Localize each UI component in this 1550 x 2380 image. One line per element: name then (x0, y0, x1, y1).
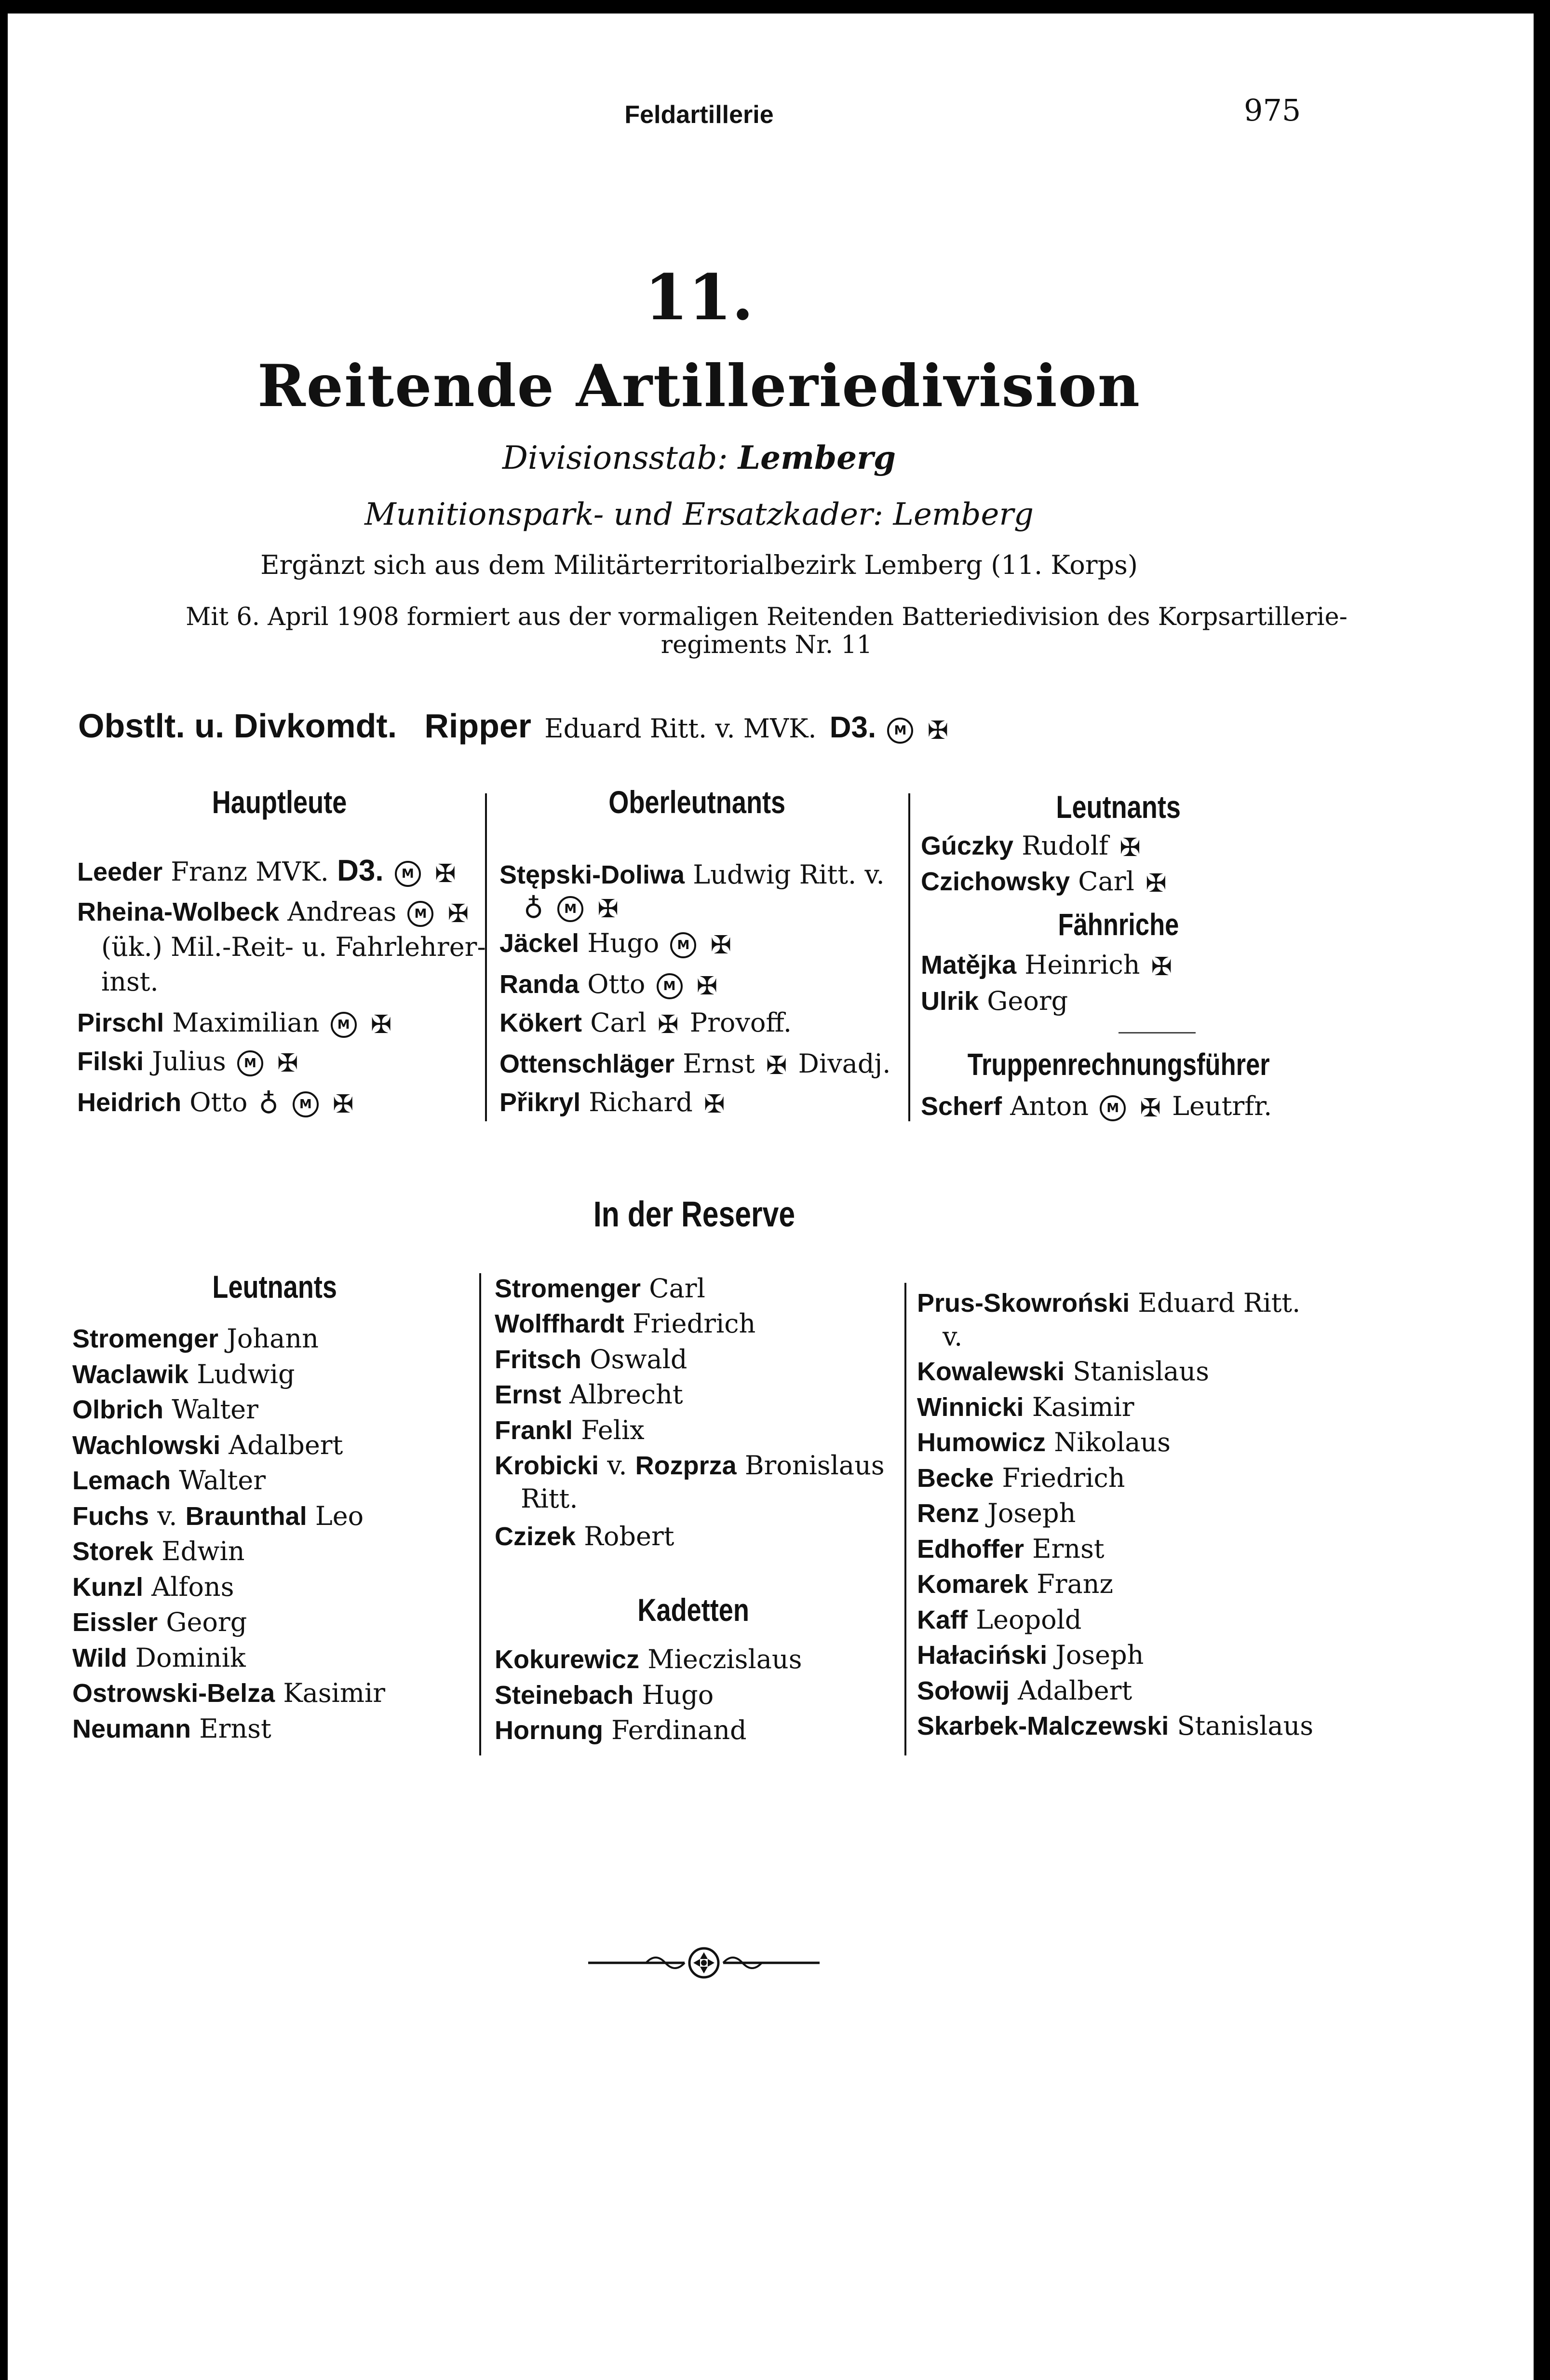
military-merit-medal-icon: M (395, 861, 421, 887)
kadetten-heading: Kadetten (637, 1592, 749, 1628)
list-item: Steinebach Hugo (495, 1680, 714, 1710)
list-item: Stromenger Johann (72, 1323, 319, 1354)
list-item: Wachlowski Adalbert (72, 1430, 343, 1460)
hauptleute-row-1: Leeder Franz MVK. D3. M ✠ (77, 854, 456, 888)
list-item: Ostrowski-Belza Kasimir (72, 1678, 386, 1708)
list-item: Wolffhardt Friedrich (495, 1308, 756, 1339)
list-item: Olbrich Walter (72, 1394, 258, 1425)
divisionsstab-line (145, 439, 1253, 476)
cross-icon: ✠ (332, 1090, 354, 1119)
column-rule-2 (908, 793, 910, 1121)
scan-border-right (1534, 0, 1550, 2380)
page-number: 975 (1244, 93, 1301, 128)
list-item: Frankl Felix (495, 1415, 645, 1445)
military-merit-medal-icon: M (557, 896, 583, 922)
military-merit-medal-icon: M (407, 901, 433, 927)
commander-line (78, 707, 951, 748)
military-merit-medal-icon: M (1100, 1095, 1126, 1121)
list-item: Soɫowij Adalbert (917, 1675, 1132, 1706)
column-divider-short (1119, 1032, 1196, 1034)
oberleutnants-row-2 (521, 890, 621, 925)
hauptleute-row-7: Heidrich Otto ♁ M ✠ (77, 1087, 354, 1120)
divisionsstab-place: Lemberg (738, 439, 896, 476)
cross-icon: ✠ (1146, 869, 1167, 898)
list-item: Krobicki v. Rozprza Bronislaus (495, 1450, 885, 1481)
leutnants-row-2: Czichowsky Carl ✠ (921, 866, 1167, 898)
military-merit-medal-icon: M (657, 973, 683, 999)
formiert-line-1: Mit 6. April 1908 formiert aus der vormaligen Reitenden Batteriedivision des Korpsartillerie- (186, 603, 1348, 631)
list-item: Fritsch Oswald (495, 1344, 687, 1374)
list-item: Eissler Georg (72, 1607, 247, 1637)
cross-icon: ✠ (710, 931, 732, 960)
reserve-column-rule-1 (479, 1273, 481, 1755)
divisionsstab-label: Divisionsstab: (502, 439, 728, 476)
leutnants-heading: Leutnants (1056, 789, 1181, 825)
list-item: Komarek Franz (917, 1569, 1113, 1599)
list-item: Winnicki Kasimir (917, 1392, 1134, 1422)
list-item: Wild Dominik (72, 1643, 246, 1673)
list-item: Kaff Leopold (917, 1605, 1082, 1635)
cross-icon: ✠ (1119, 833, 1141, 862)
cross-icon: ✠ (434, 859, 456, 888)
faehnriche-row-2: Ulrik Georg (921, 986, 1068, 1016)
reserve-leutnants-heading: Leutnants (212, 1269, 337, 1305)
jubilee-cross-icon: ♁ (258, 1088, 279, 1120)
faehnriche-heading: Fähnriche (1058, 907, 1179, 942)
list-item: Kokurewicz Mieczislaus (495, 1644, 802, 1674)
list-item: Hornung Ferdinand (495, 1715, 747, 1745)
running-title: Feldartillerie (624, 101, 774, 129)
military-merit-medal-icon: M (293, 1091, 319, 1117)
oberleutnants-row-1: Stępski-Doliwa Ludwig Ritt. v. (499, 859, 885, 890)
list-item: Edhoffer Ernst (917, 1534, 1105, 1564)
list-item: Stromenger Carl (495, 1273, 705, 1304)
list-item: Waclawik Ludwig (72, 1359, 295, 1389)
cross-icon: ✠ (1140, 1094, 1161, 1123)
section-title: Reitende Artilleriedivision (257, 352, 1141, 420)
oberleutnants-row-5: Kökert Carl ✠ Provoff. (499, 1007, 792, 1039)
ergaenzt-line: Ergänzt sich aus dem Militärterritorialbezirk Lemberg (11. Korps) (260, 550, 1138, 580)
munitionspark-line: Munitionspark- und Ersatzkader: Lemberg (364, 497, 1034, 532)
cross-icon: ✠ (597, 895, 619, 924)
military-merit-medal-icon: M (237, 1050, 263, 1076)
section-number: 11. (644, 260, 754, 334)
cross-icon: ✠ (277, 1049, 298, 1078)
list-item: Becke Friedrich (917, 1463, 1125, 1493)
oberleutnants-heading: Oberleutnants (608, 784, 786, 820)
list-item: Humowicz Nikolaus (917, 1427, 1171, 1457)
military-merit-medal-icon: M (670, 932, 696, 958)
list-item: Haɫaciński Joseph (917, 1640, 1144, 1670)
oberleutnants-row-7: Přikryl Richard ✠ (499, 1087, 725, 1119)
list-item: Kunzl Alfons (72, 1572, 234, 1602)
list-item: Czizek Robert (495, 1521, 674, 1551)
cross-icon: ✠ (927, 716, 949, 745)
list-item: Skarbek-Malczewski Stanislaus (917, 1711, 1314, 1741)
list-item: Kowalewski Stanislaus (917, 1356, 1209, 1387)
military-merit-medal-icon: M (887, 718, 913, 744)
commander-d3: D3. (829, 711, 876, 744)
faehnriche-row-1: Matějka Heinrich ✠ (921, 950, 1173, 981)
hauptleute-row-5: Pirschl Maximilian M ✠ (77, 1007, 392, 1039)
hauptleute-row-4: inst. (101, 966, 159, 997)
hauptleute-row-3: (ük.) Mil.-Reit- u. Fahrlehrer- (101, 932, 486, 962)
list-item-continuation: v. (943, 1321, 963, 1352)
oberleutnants-row-6: Ottenschläger Ernst ✠ Divadj. (499, 1048, 891, 1080)
jubilee-cross-icon: ♁ (524, 893, 544, 925)
cross-icon: ✠ (696, 972, 718, 1001)
list-item: Storek Edwin (72, 1536, 245, 1566)
oberleutnants-row-4: Randa Otto M ✠ (499, 969, 718, 1001)
commander-rank: Obstlt. u. Divkomdt. (78, 707, 397, 745)
scan-border-top (0, 0, 1550, 14)
list-item: Prus-Skowroński Eduard Ritt. (917, 1288, 1301, 1318)
list-item: Renz Joseph (917, 1498, 1076, 1528)
cross-icon: ✠ (447, 899, 469, 928)
list-item: Ernst Albrecht (495, 1379, 683, 1410)
truppenrechnungsfuehrer-heading: Truppenrechnungsführer (967, 1047, 1270, 1082)
hauptleute-row-2: Rheina-Wolbeck Andreas M ✠ (77, 897, 469, 928)
cross-icon: ✠ (766, 1051, 787, 1080)
reserve-heading: In der Reserve (593, 1194, 795, 1234)
end-ornament (588, 1939, 820, 1987)
list-item: Fuchs v. Braunthal Leo (72, 1501, 364, 1531)
commander-rest: Eduard Ritt. v. MVK. (544, 713, 817, 744)
list-item: Neumann Ernst (72, 1714, 271, 1744)
leutnants-row-1: Gúczky Rudolf ✠ (921, 830, 1141, 862)
cross-icon: ✠ (658, 1010, 679, 1039)
oberleutnants-row-3: Jäckel Hugo M ✠ (499, 928, 732, 960)
commander-surname: Ripper (424, 707, 532, 745)
list-item: Lemach Walter (72, 1465, 266, 1496)
cross-icon: ✠ (1151, 952, 1173, 981)
scan-border-left (0, 0, 8, 2380)
cross-icon: ✠ (704, 1090, 725, 1119)
list-item-continuation: Ritt. (521, 1483, 578, 1514)
military-merit-medal-icon: M (331, 1012, 357, 1038)
formiert-line-2: regiments Nr. 11 (660, 631, 873, 659)
reserve-column-rule-2 (904, 1283, 906, 1755)
truppenrechnungsfuehrer-row-1: Scherf Anton M ✠ Leutrfr. (921, 1091, 1272, 1123)
hauptleute-heading: Hauptleute (212, 784, 347, 820)
cross-icon: ✠ (370, 1010, 392, 1039)
hauptleute-row-6: Filski Julius M ✠ (77, 1046, 298, 1078)
